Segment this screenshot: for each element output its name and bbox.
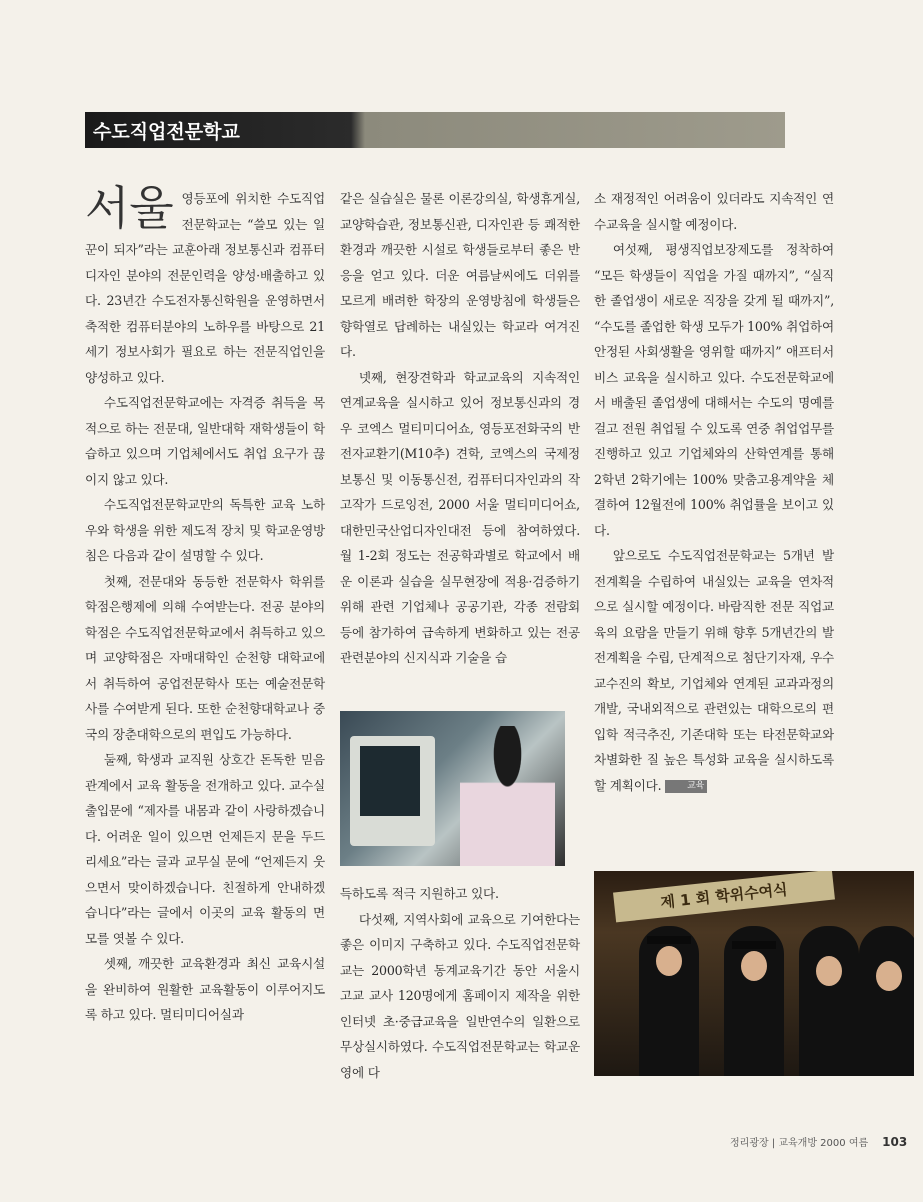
paragraph: 넷째, 현장견학과 학교교육의 지속적인 연계교육을 실시하고 있어 정보통신과의 경우 코엑스 멀티미디어쇼, 영등포전화국의 반전자교환기(M10추) 견학, 코엑스의 국제정보통신 및 이동통신전, 컴퓨터디자인과의 작고작가 드로잉전, 2000 서울 멀티미디어쇼, 대한민국산업디자인대전 등에 참여하였다. 월 1-2회 정도는 전공학과별로 학교에서 배운 이론과 실습을 실무현장에 적용·검증하기 위해 관련 기업체나 공공기관, 각종 전람회 등에 참가하여 급속하게 변화하고 있는 전공관련분야의 신지식과 기술을 습 [340,369,580,665]
column-2 [340,186,580,671]
paragraph-text: 앞으로도 수도직업전문학교는 5개년 발전계획을 수립하여 내실있는 교육을 연차적으로 실시할 예정이다. 바람직한 전문 직업교육의 요람을 만들기 위해 향후 5개년간의 발전계획을 수립, 단계적으로 첨단기자재, 우수 교수진의 확보, 기업체와 연계된 교과과정의 개발, 국내외적으로 관련있는 대학으로의 편입학 적극추진, 기존대학 또는 타전문학교와 차별화한 질 높은 특성화 교육을 실시하도록 할 계획이다. [594,548,834,793]
paragraph: 둘째, 학생과 교직원 상호간 돈독한 믿음 관계에서 교육 활동을 전개하고 있다. 교수실 출입문에 “제자를 내몸과 같이 사랑하겠습니다. 어려운 일이 있으면 언제든지 문을 두드리세요”라는 글과 교무실 문에 “언제든지 웃으면서 맞이하겠습니다. 친절하게 안내하겠습니다”라는 글에서 이곳의 교육 활동의 면모를 엿볼 수 있다. [85,752,325,946]
paragraph: 셋째, 깨끗한 교육환경과 최신 교육시설을 완비하여 원활한 교육활동이 이루어지도록 하고 있다. 멀티미디어실과 [85,956,325,1022]
photo-student-computer [340,711,565,866]
graduate-face [656,946,682,976]
graduation-cap-icon [647,936,691,944]
section-title: 수도직업전문학교 [93,121,240,143]
section-header-bar [85,112,785,148]
paragraph: 첫째, 전문대와 동등한 전문학사 학위를 학점은행제에 의해 수여받는다. 전공 분야의 학점은 수도직업전문학교에서 취득하고 있으며 교양학점은 자매대학인 순천향 대학교에서 취득하여 공업전문학사 또는 예술전문학사를 수여받게 된다. 또한 순천향대학교나 중국의 장춘대학으로의 편입도 가능하다. [85,573,325,742]
screen-shape [360,746,420,816]
graduation-cap-icon [732,941,776,949]
graduate-figure [859,926,914,1076]
graduate-face [816,956,842,986]
photo-graduation [594,871,914,1076]
column-1 [85,181,325,1028]
page-footer [730,1134,907,1149]
graduate-figure [799,926,859,1076]
paragraph: 여섯째, 평생직업보장제도를 정착하여 “모든 학생들이 직업을 가질 때까지”, “실직한 졸업생이 새로운 직장을 갖게 될 때까지”, “수도를 졸업한 학생 모두가 100% 취업하여 안정된 사회생활을 영위할 때까지” 애프터서비스 교육을 실시하고 있다. 수도전문학교에서 배출된 졸업생에 대해서는 수도의 명예를 걸고 전원 취업될 수 있도록 연중 취업업무를 진행하고 있고 기업체와의 산학연계를 통해 2학년 2학기에는 100% 맞춤고용계약을 체결하여 12월전에 100% 취업률을 보이고 있다. [594,242,834,538]
paragraph-1 [85,181,325,390]
paragraph-1-text: 영등포에 위치한 수도직업전문학교는 “쓸모 있는 일꾼이 되자”라는 교훈아래 정보통신과 컴퓨터디자인 분야의 전문인력을 양성·배출하고 있다. 23년간 수도전자통신학원을 운영하면서 축적한 컴퓨터분야의 노하우를 바탕으로 21세기 정보사회가 필요로 하는 전문직업인을 양성하고 있다. [85,191,325,385]
column-3 [594,186,834,798]
page-number: 103 [882,1135,908,1149]
paragraph: 수도직업전문학교에는 자격증 취득을 목적으로 하는 전문대, 일반대학 재학생들이 학습하고 있으며 기업체에서도 취업 요구가 끊이지 않고 있다. [85,395,325,487]
dropcap: 서울 [85,181,174,235]
paragraph: 다섯째, 지역사회에 교육으로 기여한다는 좋은 이미지 구축하고 있다. 수도직업전문학교는 2000학년 동계교육기간 동안 서울시 고교 교사 120명에게 홈페이지 제작을 위한 인터넷 초·중급교육을 일반연수의 일환으로 무상실시하였다. 수도직업전문학교는 학교운영에 다 [340,911,580,1080]
footer-section: 정리광장 | 교육개방 2000 여름 [730,1138,869,1149]
student-shape [460,726,555,866]
paragraph [594,543,834,798]
graduation-banner [613,871,835,922]
graduate-face [876,961,902,991]
column-2-bottom [340,881,580,1085]
paragraph: 수도직업전문학교만의 독특한 교육 노하우와 학생을 위한 제도적 장치 및 학교운영방침은 다음과 같이 설명할 수 있다. [85,497,325,563]
paragraph: 같은 실습실은 물론 이론강의실, 학생휴게실, 교양학습관, 정보통신관, 디자인관 등 쾌적한 환경과 깨끗한 시설로 학생들로부터 좋은 반응을 얻고 있다. 더운 여름날씨에도 더위를 모르게 배려한 학장의 운영방침에 학생들은 향학열로 답례하는 내실있는 학교라 여겨진다. [340,191,580,359]
end-mark-icon: 교육 [665,780,707,793]
banner-text: 제 1 회 학위수여식 [659,880,789,912]
graduate-face [741,951,767,981]
paragraph: 득하도록 적극 지원하고 있다. [340,886,499,901]
paragraph: 소 재정적인 어려움이 있더라도 지속적인 연수교육을 실시할 예정이다. [594,191,834,232]
